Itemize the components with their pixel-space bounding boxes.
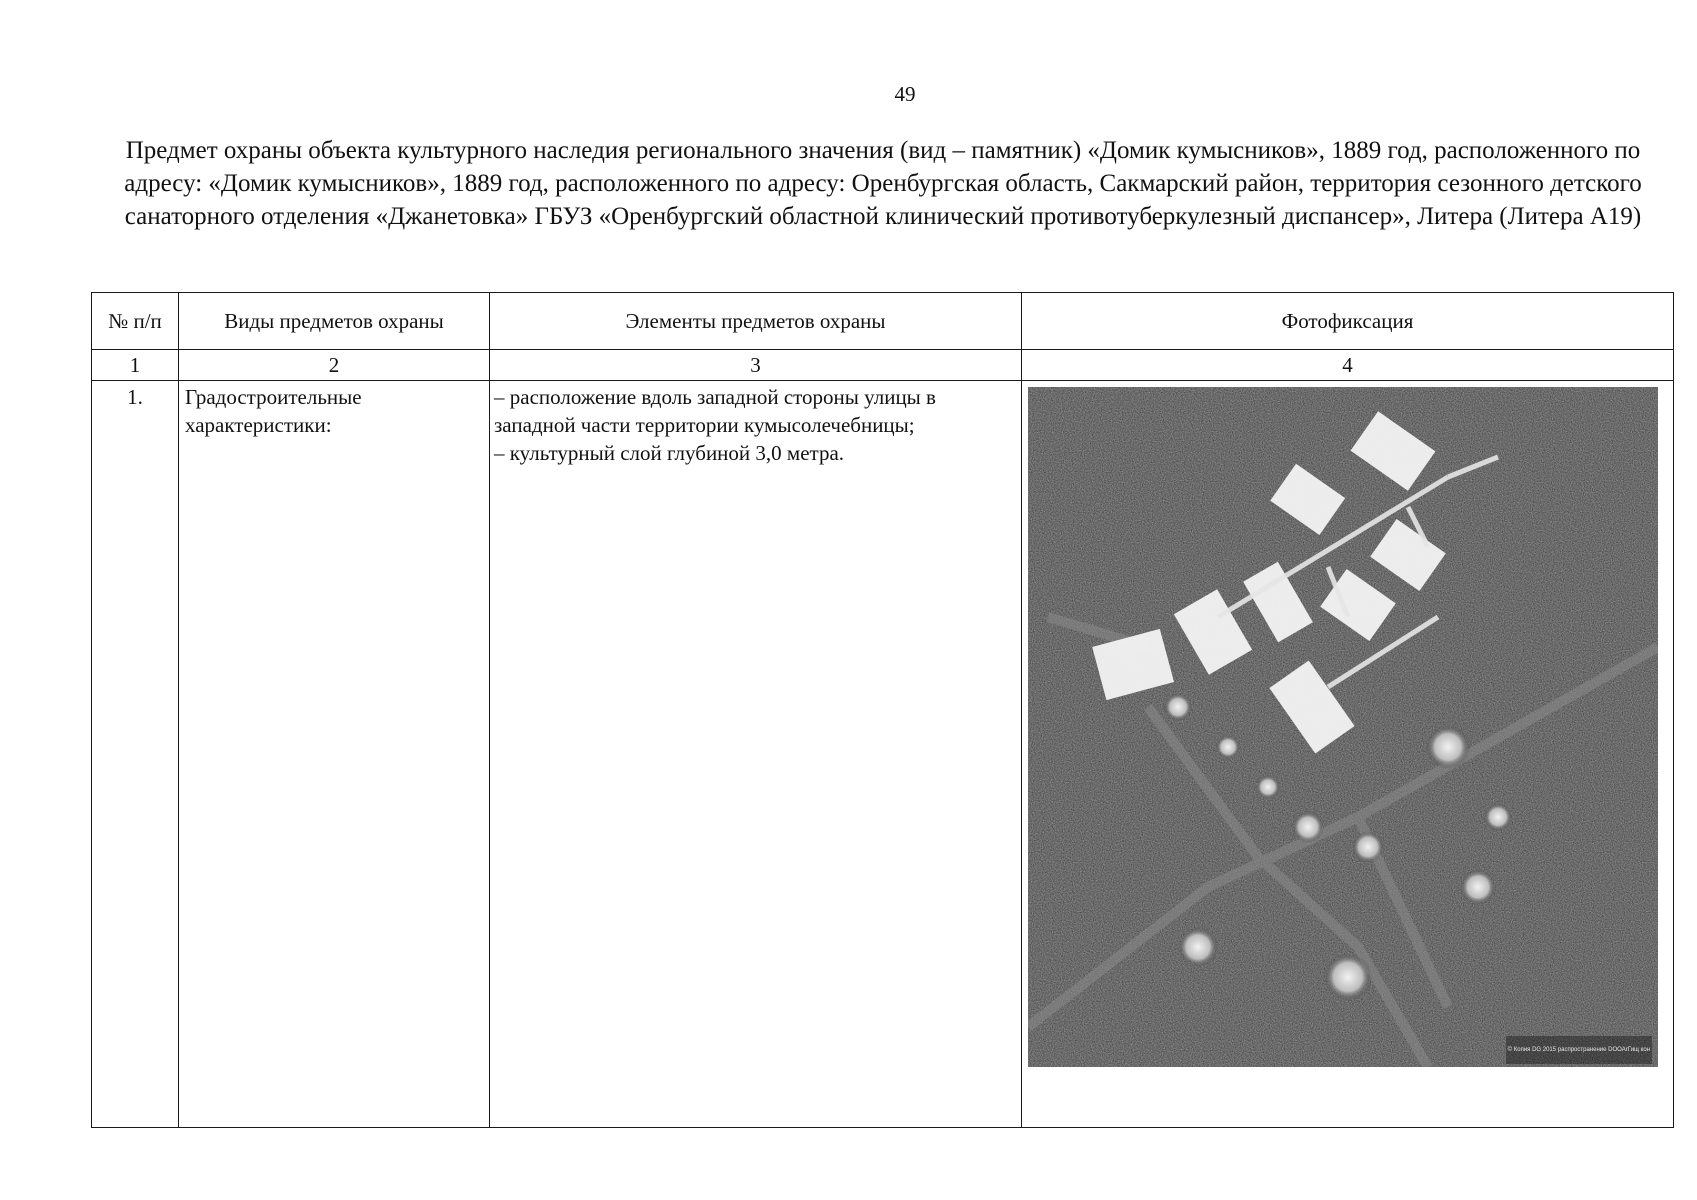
header-photo-fixation: Фотофиксация [1022,293,1674,350]
protection-type: Градостроительные характеристики: [179,381,490,1128]
protection-subject-table [91,292,1674,1128]
header-number: № п/п [92,293,179,350]
table-row [92,381,1674,1128]
row-number: 1. [92,381,179,1128]
element-line-location: – расположение вдоль западной стороны улицы в западной части территории кумысолечебницы; [494,385,936,437]
header-protection-types: Виды предметов охраны [179,293,490,350]
photo-cell [1022,381,1674,1128]
satellite-image-graphic [1028,387,1658,1067]
column-number-row [92,350,1674,381]
element-line-cultural-layer: – культурный слой глубиной 3,0 метра. [494,441,845,465]
satellite-photo [1028,387,1658,1067]
document-title: Предмет охраны объекта культурного наследия регионального значения (вид – памятник) «Домик кумысников», 1889 год, расположенного по адресу: «Домик кумысников», 1889 год, расположенного по адресу: Оренбургская область, Сакмарский район, территория сезонного детского санаторного отделения «Джанетовка» ГБУЗ «Оренбургский областной клинический противотуберкулезный диспансер», Литера (Литера А19) [124,137,1642,230]
header-protection-elements: Элементы предметов охраны [490,293,1022,350]
photo-credit: © Копия DG 2015 распространение DOOArГищ кон [1506,1036,1652,1064]
column-number-3: 3 [490,350,1022,381]
column-number-2: 2 [179,350,490,381]
protection-elements [490,381,1022,1128]
table-header-row [92,293,1674,350]
page-number: 49 [894,82,916,106]
column-number-1: 1 [92,350,179,381]
column-number-4: 4 [1022,350,1674,381]
